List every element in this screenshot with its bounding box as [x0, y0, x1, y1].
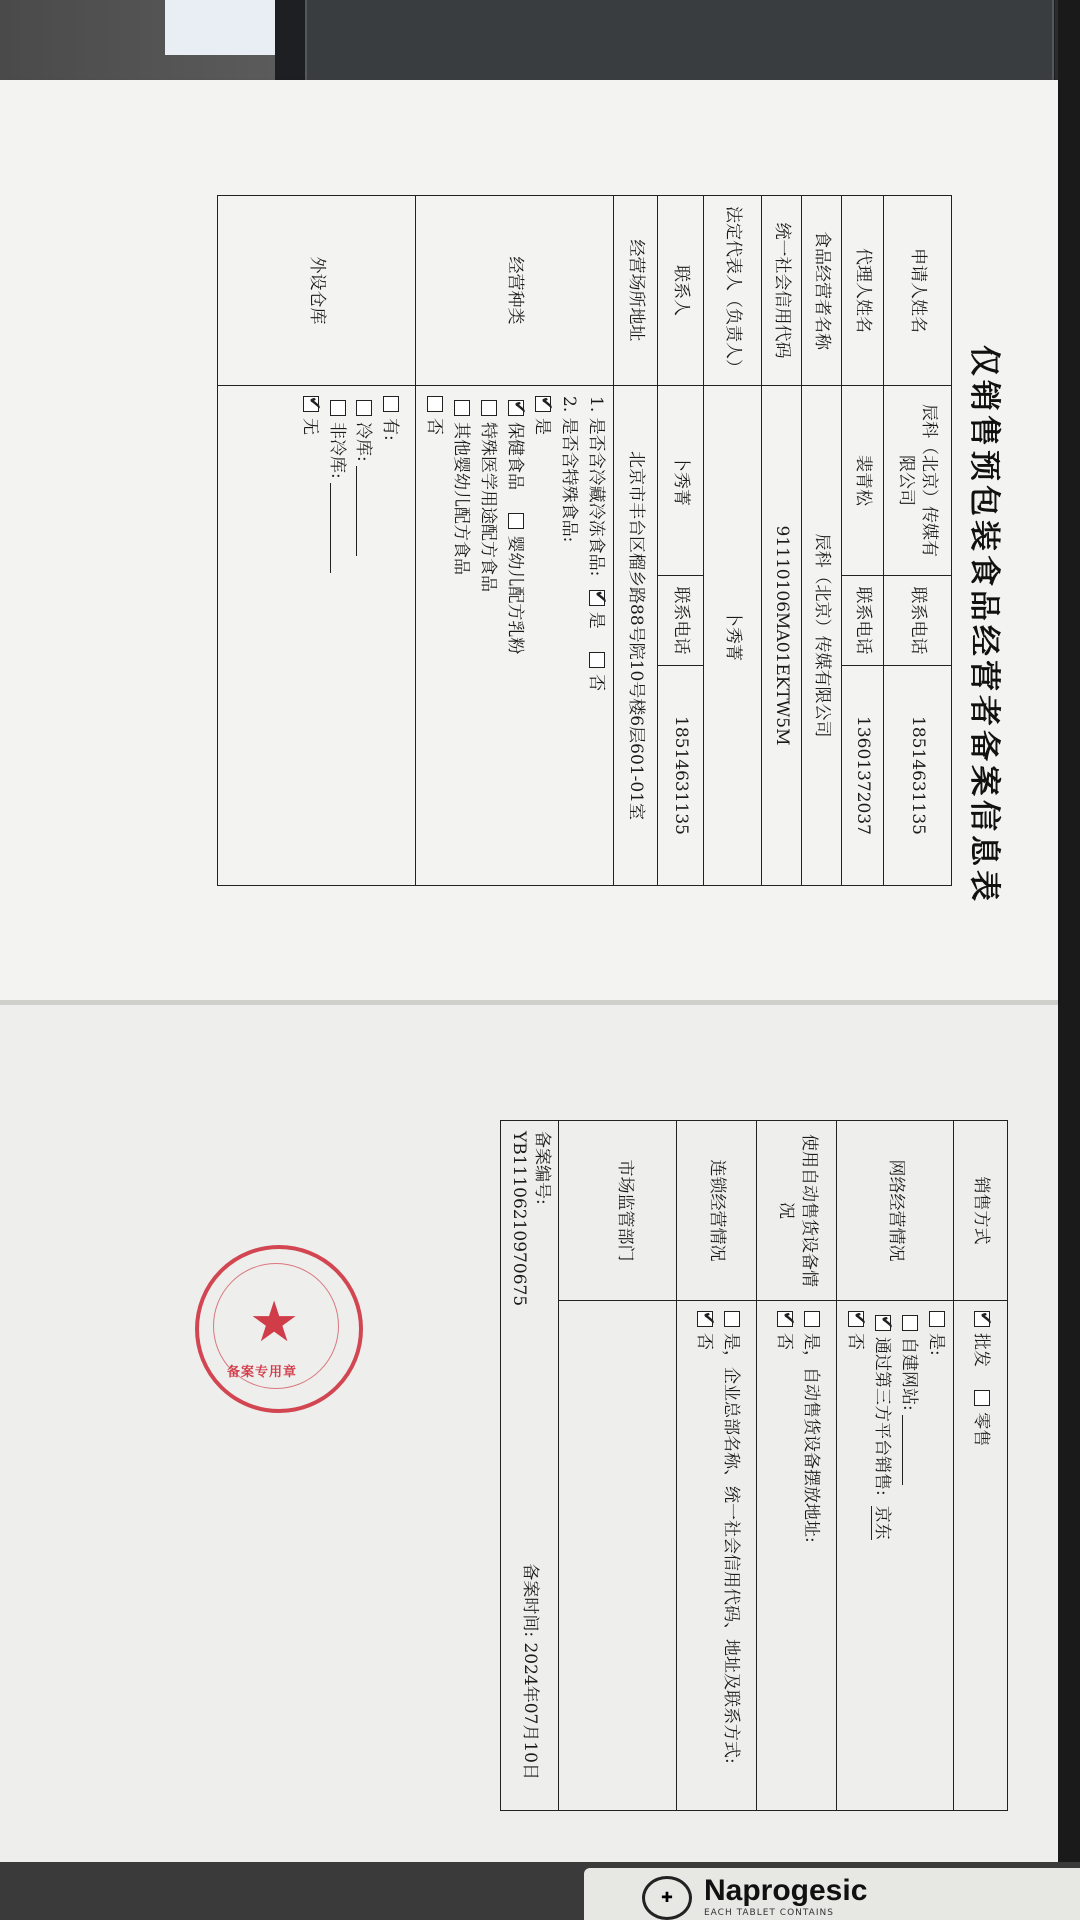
- platform-value: 京东: [872, 1505, 893, 1540]
- chain-no-label: 否: [693, 1333, 714, 1350]
- row-online: [837, 1121, 954, 1811]
- row-credit: [762, 196, 802, 886]
- medicine-box: [584, 1868, 1080, 1920]
- vending-no-label: 否: [773, 1333, 794, 1350]
- q1-line: [582, 396, 609, 875]
- chain-yes-label: 是，企业总部名称、统一社会信用代码、地址及联系方式:: [720, 1333, 741, 1764]
- legal-value: 卜秀菁: [704, 386, 762, 886]
- q2-no-label: 否: [424, 418, 445, 435]
- own-site-label: 自建网站:: [899, 1337, 920, 1411]
- q1-no-label: 否: [586, 674, 606, 692]
- credit-value: 91110106MA01EKTW5M: [762, 386, 802, 886]
- third-party-checkbox[interactable]: [875, 1315, 891, 1331]
- record-time: 备案时间: 2024年07月10日: [501, 1301, 559, 1811]
- infant-formula-label: 婴幼儿配方乳粉: [505, 535, 526, 655]
- q1-yes-checkbox[interactable]: [589, 590, 605, 606]
- warehouse-has-label: 有:: [380, 418, 401, 441]
- online-options: [837, 1301, 954, 1811]
- q2-yes-label: 是: [532, 418, 553, 435]
- agent-phone: 13601372037: [842, 666, 884, 886]
- other-infant-checkbox[interactable]: [454, 400, 470, 416]
- non-cold-storage-line: [330, 483, 345, 573]
- retail-checkbox[interactable]: [974, 1390, 990, 1406]
- own-site-line: [902, 1415, 917, 1485]
- applicant-value: 辰科（北京）传媒有限公司: [884, 386, 952, 576]
- cold-storage-label: 冷库:: [353, 422, 374, 462]
- row-operator: [802, 196, 842, 886]
- address-label: 经营场所地址: [614, 196, 658, 386]
- row-category: [416, 196, 614, 886]
- sales-label: 销售方式: [954, 1121, 1008, 1301]
- vending-options: [757, 1301, 837, 1811]
- contact-phone-label: 联系电话: [658, 576, 704, 666]
- stamp-star-icon: ★: [249, 1290, 300, 1355]
- other-infant-label: 其他婴幼儿配方食品: [451, 422, 472, 575]
- operator-value: 辰科（北京）传媒有限公司: [802, 386, 842, 886]
- row-contact: [658, 196, 704, 886]
- record-no: 备案编号: YB11106210970675: [501, 1121, 559, 1301]
- contact-value: 卜秀菁: [658, 386, 704, 576]
- table-edge: [1058, 0, 1080, 1920]
- bayer-logo-icon: ✚: [642, 1876, 692, 1920]
- wholesale-checkbox[interactable]: [974, 1311, 990, 1327]
- medical-food-label: 特殊医学用途配方食品: [478, 422, 499, 592]
- infant-formula-checkbox[interactable]: [508, 513, 524, 529]
- row-regulator: [559, 1121, 677, 1811]
- legal-label: 法定代表人（负责人）: [704, 196, 762, 386]
- cold-storage-checkbox[interactable]: [357, 400, 373, 416]
- row-chain: [677, 1121, 757, 1811]
- health-food-checkbox[interactable]: [508, 400, 524, 416]
- warehouse-none-label: 无: [299, 418, 320, 435]
- agent-value: 裴青松: [842, 386, 884, 576]
- vending-yes-checkbox[interactable]: [804, 1311, 820, 1327]
- operator-label: 食品经营者名称: [802, 196, 842, 386]
- q2-no-checkbox[interactable]: [427, 396, 443, 412]
- agent-phone-label: 联系电话: [842, 576, 884, 666]
- own-site-checkbox[interactable]: [902, 1315, 918, 1331]
- box-subtext: EACH TABLET CONTAINS: [704, 1908, 834, 1918]
- agent-label: 代理人姓名: [842, 196, 884, 386]
- non-cold-storage-checkbox[interactable]: [330, 400, 346, 416]
- category-label: 经营种类: [416, 196, 614, 386]
- q2-text: 2. 是否含特殊食品:: [559, 396, 580, 543]
- vending-no-checkbox[interactable]: [777, 1311, 793, 1327]
- stamp-center-text: 备案专用章: [227, 1365, 298, 1380]
- address-value: 北京市丰台区榴乡路88号院10号楼6层601-01室: [614, 386, 658, 886]
- row-warehouse: [218, 196, 416, 886]
- online-yes-label: 是:: [926, 1333, 946, 1356]
- online-no-checkbox[interactable]: [848, 1311, 864, 1327]
- retail-label: 零售: [970, 1412, 991, 1447]
- row-sales: [954, 1121, 1008, 1811]
- row-legal: [704, 196, 762, 886]
- cold-storage-line: [357, 466, 372, 556]
- online-no-label: 否: [845, 1333, 866, 1350]
- row-record: [501, 1121, 559, 1811]
- chain-yes-checkbox[interactable]: [724, 1311, 740, 1327]
- non-cold-storage-label: 非冷库:: [326, 422, 347, 479]
- form1-table: [217, 195, 952, 886]
- form2-table-wrap: [500, 1120, 1008, 1811]
- online-yes-checkbox[interactable]: [929, 1311, 945, 1327]
- form1-table-wrap: [217, 195, 952, 886]
- contact-label: 联系人: [658, 196, 704, 386]
- credit-label: 统一社会信用代码: [762, 196, 802, 386]
- row-address: [614, 196, 658, 886]
- applicant-label: 申请人姓名: [884, 196, 952, 386]
- contact-phone: 18514631135: [658, 666, 704, 886]
- vending-label: 使用自动售货设备情况: [757, 1121, 837, 1301]
- online-label: 网络经营情况: [837, 1121, 954, 1301]
- medical-food-checkbox[interactable]: [481, 400, 497, 416]
- box-brand: Naprogesic: [704, 1874, 868, 1907]
- wholesale-label: 批发: [970, 1333, 991, 1367]
- regulator-label: 市场监管部门: [559, 1121, 677, 1301]
- warehouse-options: [218, 386, 416, 886]
- applicant-phone: 18514631135: [884, 666, 952, 886]
- warehouse-label: 外设仓库: [218, 196, 416, 386]
- row-agent: [842, 196, 884, 886]
- form2-table: [500, 1120, 1008, 1811]
- regulator-area: [559, 1301, 677, 1811]
- q1-text: 1. 是否含冷藏冷冻食品:: [586, 396, 606, 577]
- q1-yes-label: 是: [586, 611, 606, 629]
- vending-yes-label: 是，自动售货设备摆放地址:: [800, 1333, 821, 1543]
- background-paper: [165, 0, 275, 55]
- applicant-phone-label: 联系电话: [884, 576, 952, 666]
- row-applicant: [884, 196, 952, 886]
- category-options: [416, 386, 614, 886]
- health-food-label: 保健食品: [505, 422, 526, 490]
- q1-no-checkbox[interactable]: [589, 652, 605, 668]
- warehouse-has-checkbox[interactable]: [383, 396, 399, 412]
- third-party-label: 通过第三方平台销售:: [872, 1337, 893, 1496]
- chain-no-checkbox[interactable]: [697, 1311, 713, 1327]
- chain-label: 连锁经营情况: [677, 1121, 757, 1301]
- row-vending: [757, 1121, 837, 1811]
- official-stamp: [195, 1245, 363, 1413]
- sales-options: [954, 1301, 1008, 1811]
- form-title: 仅销售预包装食品经营者备案信息表: [966, 345, 1002, 905]
- q2-yes-checkbox[interactable]: [535, 396, 551, 412]
- warehouse-none-checkbox[interactable]: [303, 396, 319, 412]
- chain-options: [677, 1301, 757, 1811]
